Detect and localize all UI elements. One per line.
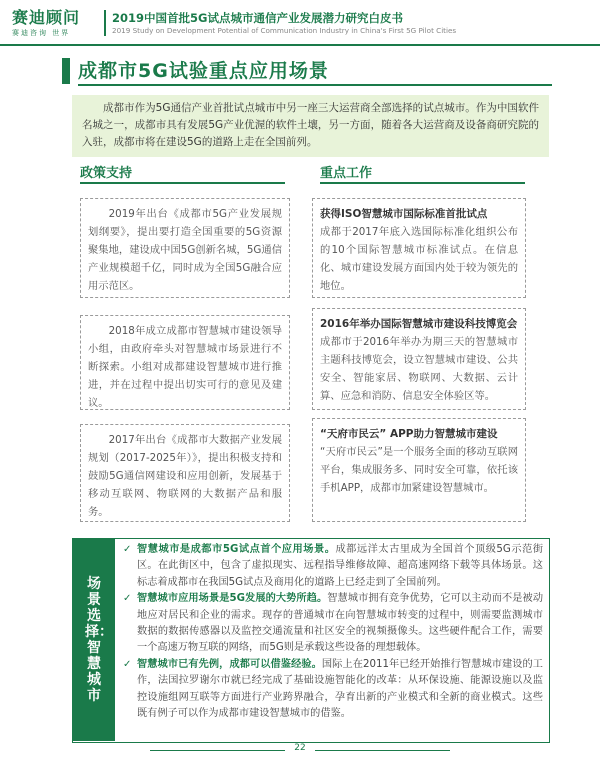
- scene-label-wrap: [73, 539, 115, 741]
- policy-heading: 政策支持: [80, 166, 133, 181]
- title-underline: [78, 84, 552, 86]
- scene-item-highlight: 智慧城市已有先例，成都可以借鉴经验。: [137, 658, 322, 670]
- scene-box: [72, 538, 550, 743]
- page-title: 成都市5G试验重点应用场景: [78, 60, 329, 82]
- title-accent-bar: [62, 58, 70, 84]
- focus-card-text: 成都于2017年底入选国际标准化组织公布的10个国际智慧城市标准试点。在信息化、城市建设发展方面国内处于较为领先的地位。: [320, 226, 518, 292]
- page-number: 22: [294, 743, 306, 753]
- scene-content: [123, 542, 543, 722]
- logo: [12, 9, 122, 38]
- scene-item-text: 智慧城市拥有竞争优势，它可以主动而不是被动地应对居民和企业的需求。现存的普通城市在向智慧城市转变的过程中，则需要监测城市数据的数据传感器以及监控交通流量和社区安全的视频摄像头。这些硬件配合工作，需要一个高速万物互联的网络，而5G则是承载这些设备的理想载体。: [137, 593, 544, 654]
- scene-item-text: 国际上在2011年已经开始推行智慧城市建设的工作，法国拉罗谢尔市就已经完成了基础设施智能化的改革：从环保设施、能源设施以及监控设施组网互联等方面进行产业跨界融合，孕育出新的产业模式和全新的商业模式。这些既有例子可以作为成都市建设智慧城市的借鉴。: [137, 658, 543, 720]
- policy-card-text: 2019年出台《成都市5G产业发展规划纲要》，提出要打造全国重要的5G资源聚集地，建设成中国5G创新名城，5G通信产业规模超千亿，同时成为全国5G融合应用示范区。: [88, 208, 282, 292]
- focus-card-text: “天府市民云”是一个服务全面的移动互联网平台，集成服务多、同时安全可靠，依托该手机APP，成都市加紧建设智慧城市。: [320, 446, 518, 494]
- footer-rule-right: [315, 750, 450, 751]
- focus-heading: 重点工作: [320, 166, 373, 181]
- policy-heading-rule: [80, 182, 285, 184]
- focus-card-title: 获得ISO智慧城市国际标准首批试点: [320, 208, 488, 220]
- intro-box: [72, 95, 549, 157]
- header-rule: [0, 44, 600, 46]
- logo-sub: 赛迪咨询 世界: [12, 29, 71, 37]
- focus-card-title: “天府市民云” APP助力智慧城市建设: [320, 428, 498, 440]
- focus-card-title: 2016年举办国际智慧城市建设科技博览会: [320, 318, 518, 330]
- logo-main: 赛迪顾问: [12, 8, 81, 27]
- report-title: 2019中国首批5G试点城市通信产业发展潜力研究白皮书: [112, 11, 403, 25]
- policy-card-text: 2017年出台《成都市大数据产业发展规划（2017-2025年）》，提出积极支持和鼓励5G通信网建设和应用创新，发展基于移动互联网、物联网的大数据产品和服务。: [88, 434, 282, 518]
- check-icon: ✓: [123, 544, 132, 555]
- focus-heading-rule: [320, 182, 525, 184]
- footer-rule-left: [150, 750, 285, 751]
- focus-card-3: [312, 418, 526, 522]
- scene-item-2: [123, 591, 543, 657]
- scene-item-3: [123, 657, 543, 723]
- policy-card-text: 2018年成立成都市智慧城市建设领导小组，由政府牵头对智慧城市场景进行不断探索。小组对成都建设智慧城市进行推进，并在过程中提出切实可行的意见及建议。: [88, 325, 282, 409]
- policy-card-1: [80, 198, 290, 298]
- scene-item-highlight: 智慧城市是成都市5G试点首个应用场景。: [137, 544, 336, 555]
- policy-card-3: [80, 424, 290, 522]
- intro-text: 成都市作为5G通信产业首批试点城市中另一座三大运营商全部选择的试点城市。作为中国软件名城之一，成都市具有发展5G产业优渥的软件土壤，另一方面，随着各大运营商及设备商研究院的入驻，成都市将在建设5G的道路上走在全国前列。: [82, 102, 539, 148]
- scene-item-highlight: 智慧城市应用场景是5G发展的大势所趋。: [137, 593, 328, 605]
- header-divider: [104, 10, 106, 36]
- check-icon: ✓: [123, 658, 132, 670]
- focus-card-1: [312, 198, 526, 298]
- scene-item-1: [123, 542, 543, 591]
- policy-card-2: [80, 315, 290, 410]
- scene-label: 场景选择：智慧城市: [85, 576, 113, 704]
- focus-card-text: 成都市于2016年举办为期三天的智慧城市主题科技博览会，设立智慧城市建设、公共安全、智能家居、物联网、大数据、云计算、应急和消防、信息安全体验区等。: [320, 336, 518, 402]
- check-icon: ✓: [123, 593, 132, 605]
- page-title-block: [62, 56, 552, 86]
- scene-item-text: 成都远洋太古里成为全国首个顶级5G示范街区。在此街区中，包含了虚拟现实、远程指导维修故障、超高速网络下载等具体场景。这标志着成都市在我国5G试点及商用化的道路上已经走到了全国前列。: [137, 544, 544, 588]
- page-header: [0, 0, 600, 46]
- report-subtitle: 2019 Study on Development Potential of Communication Industry in China's First 5G Pilot Cities: [112, 26, 457, 35]
- focus-card-2: [312, 308, 526, 410]
